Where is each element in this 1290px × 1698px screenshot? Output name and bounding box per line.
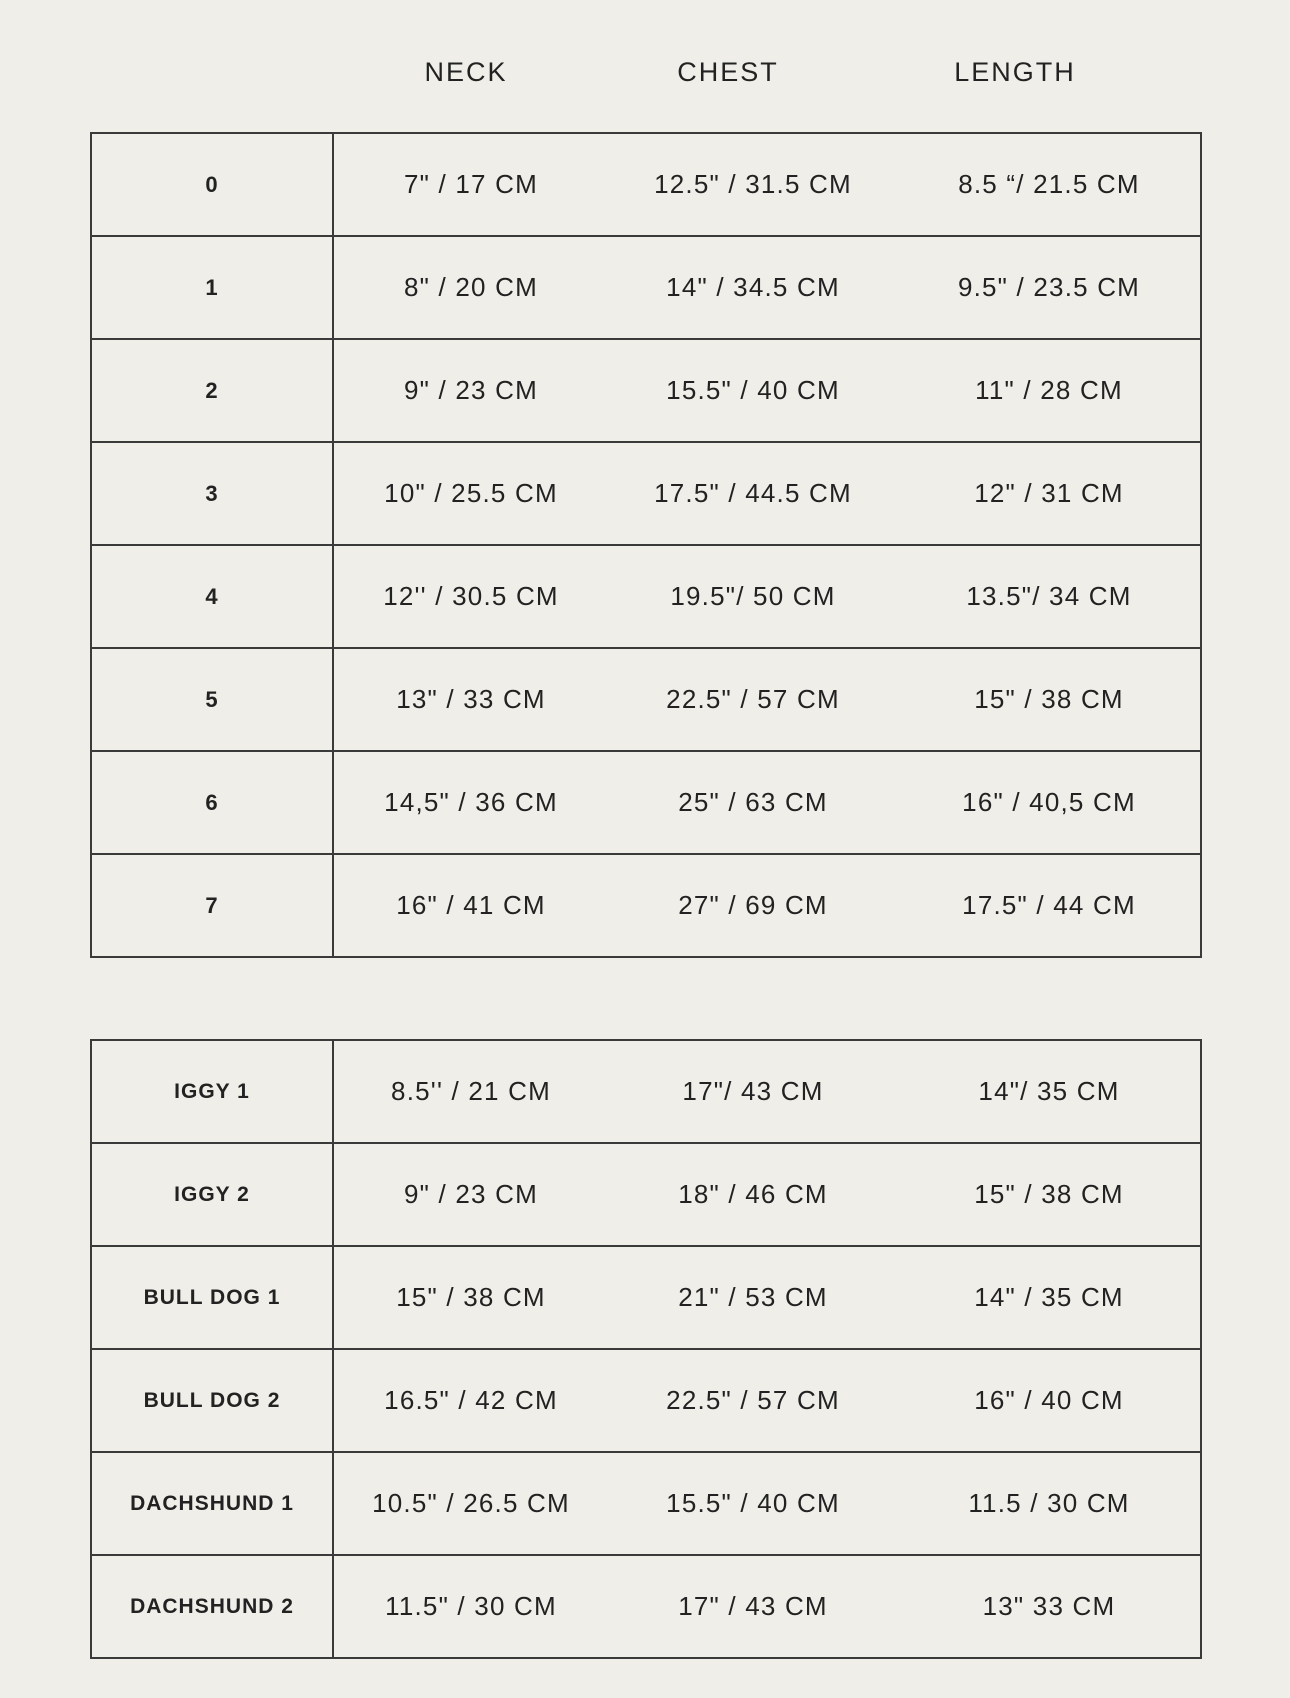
chest-cell: 18" / 46 CM xyxy=(608,1143,898,1246)
neck-header: NECK xyxy=(424,57,508,87)
length-cell: 17.5" / 44 CM xyxy=(898,854,1201,957)
chest-cell: 21" / 53 CM xyxy=(608,1246,898,1349)
column-header-row xyxy=(0,50,1290,94)
size-cell: BULL DOG 2 xyxy=(91,1349,333,1452)
chest-cell: 25" / 63 CM xyxy=(608,751,898,854)
table-row xyxy=(91,751,1201,854)
table-row xyxy=(91,1349,1201,1452)
neck-cell: 12'' / 30.5 CM xyxy=(333,545,608,648)
size-cell: 6 xyxy=(91,751,333,854)
chest-cell: 22.5" / 57 CM xyxy=(608,1349,898,1452)
length-header: LENGTH xyxy=(954,57,1076,87)
chest-cell: 27" / 69 CM xyxy=(608,854,898,957)
size-cell: 5 xyxy=(91,648,333,751)
length-cell: 16" / 40,5 CM xyxy=(898,751,1201,854)
chest-cell: 17" / 43 CM xyxy=(608,1555,898,1658)
neck-cell: 15" / 38 CM xyxy=(333,1246,608,1349)
chest-cell: 22.5" / 57 CM xyxy=(608,648,898,751)
neck-cell: 8" / 20 CM xyxy=(333,236,608,339)
neck-cell: 13" / 33 CM xyxy=(333,648,608,751)
table-row xyxy=(91,133,1201,236)
neck-cell: 7" / 17 CM xyxy=(333,133,608,236)
table-row xyxy=(91,1246,1201,1349)
size-cell: BULL DOG 1 xyxy=(91,1246,333,1349)
chest-cell: 17"/ 43 CM xyxy=(608,1040,898,1143)
neck-cell: 9" / 23 CM xyxy=(333,339,608,442)
size-cell: 2 xyxy=(91,339,333,442)
table-row xyxy=(91,545,1201,648)
table-row xyxy=(91,236,1201,339)
length-cell: 12" / 31 CM xyxy=(898,442,1201,545)
length-cell: 8.5 “/ 21.5 CM xyxy=(898,133,1201,236)
size-cell: DACHSHUND 2 xyxy=(91,1555,333,1658)
table-row xyxy=(91,1452,1201,1555)
neck-cell: 9" / 23 CM xyxy=(333,1143,608,1246)
chest-header: CHEST xyxy=(677,57,779,87)
chest-cell: 15.5" / 40 CM xyxy=(608,1452,898,1555)
length-cell: 15" / 38 CM xyxy=(898,1143,1201,1246)
size-cell: IGGY 1 xyxy=(91,1040,333,1143)
table-row xyxy=(91,442,1201,545)
neck-cell: 10" / 25.5 CM xyxy=(333,442,608,545)
length-cell: 14" / 35 CM xyxy=(898,1246,1201,1349)
size-cell: 3 xyxy=(91,442,333,545)
table-row xyxy=(91,1555,1201,1658)
length-cell: 14"/ 35 CM xyxy=(898,1040,1201,1143)
length-cell: 9.5" / 23.5 CM xyxy=(898,236,1201,339)
length-cell: 16" / 40 CM xyxy=(898,1349,1201,1452)
table-row xyxy=(91,339,1201,442)
neck-cell: 10.5" / 26.5 CM xyxy=(333,1452,608,1555)
neck-cell: 16" / 41 CM xyxy=(333,854,608,957)
table-row xyxy=(91,648,1201,751)
neck-cell: 14,5" / 36 CM xyxy=(333,751,608,854)
chest-cell: 14" / 34.5 CM xyxy=(608,236,898,339)
table-row xyxy=(91,1040,1201,1143)
length-cell: 15" / 38 CM xyxy=(898,648,1201,751)
size-cell: 4 xyxy=(91,545,333,648)
neck-cell: 11.5" / 30 CM xyxy=(333,1555,608,1658)
size-cell: 1 xyxy=(91,236,333,339)
chest-cell: 19.5"/ 50 CM xyxy=(608,545,898,648)
chest-cell: 15.5" / 40 CM xyxy=(608,339,898,442)
table-row xyxy=(91,1143,1201,1246)
standard-size-table xyxy=(90,132,1202,958)
neck-cell: 8.5'' / 21 CM xyxy=(333,1040,608,1143)
size-cell: IGGY 2 xyxy=(91,1143,333,1246)
size-cell: 7 xyxy=(91,854,333,957)
length-cell: 11.5 / 30 CM xyxy=(898,1452,1201,1555)
chest-cell: 17.5" / 44.5 CM xyxy=(608,442,898,545)
neck-cell: 16.5" / 42 CM xyxy=(333,1349,608,1452)
size-cell: DACHSHUND 1 xyxy=(91,1452,333,1555)
length-cell: 11" / 28 CM xyxy=(898,339,1201,442)
size-cell: 0 xyxy=(91,133,333,236)
breed-size-table xyxy=(90,1039,1202,1659)
table-row xyxy=(91,854,1201,957)
length-cell: 13" 33 CM xyxy=(898,1555,1201,1658)
length-cell: 13.5"/ 34 CM xyxy=(898,545,1201,648)
chest-cell: 12.5" / 31.5 CM xyxy=(608,133,898,236)
